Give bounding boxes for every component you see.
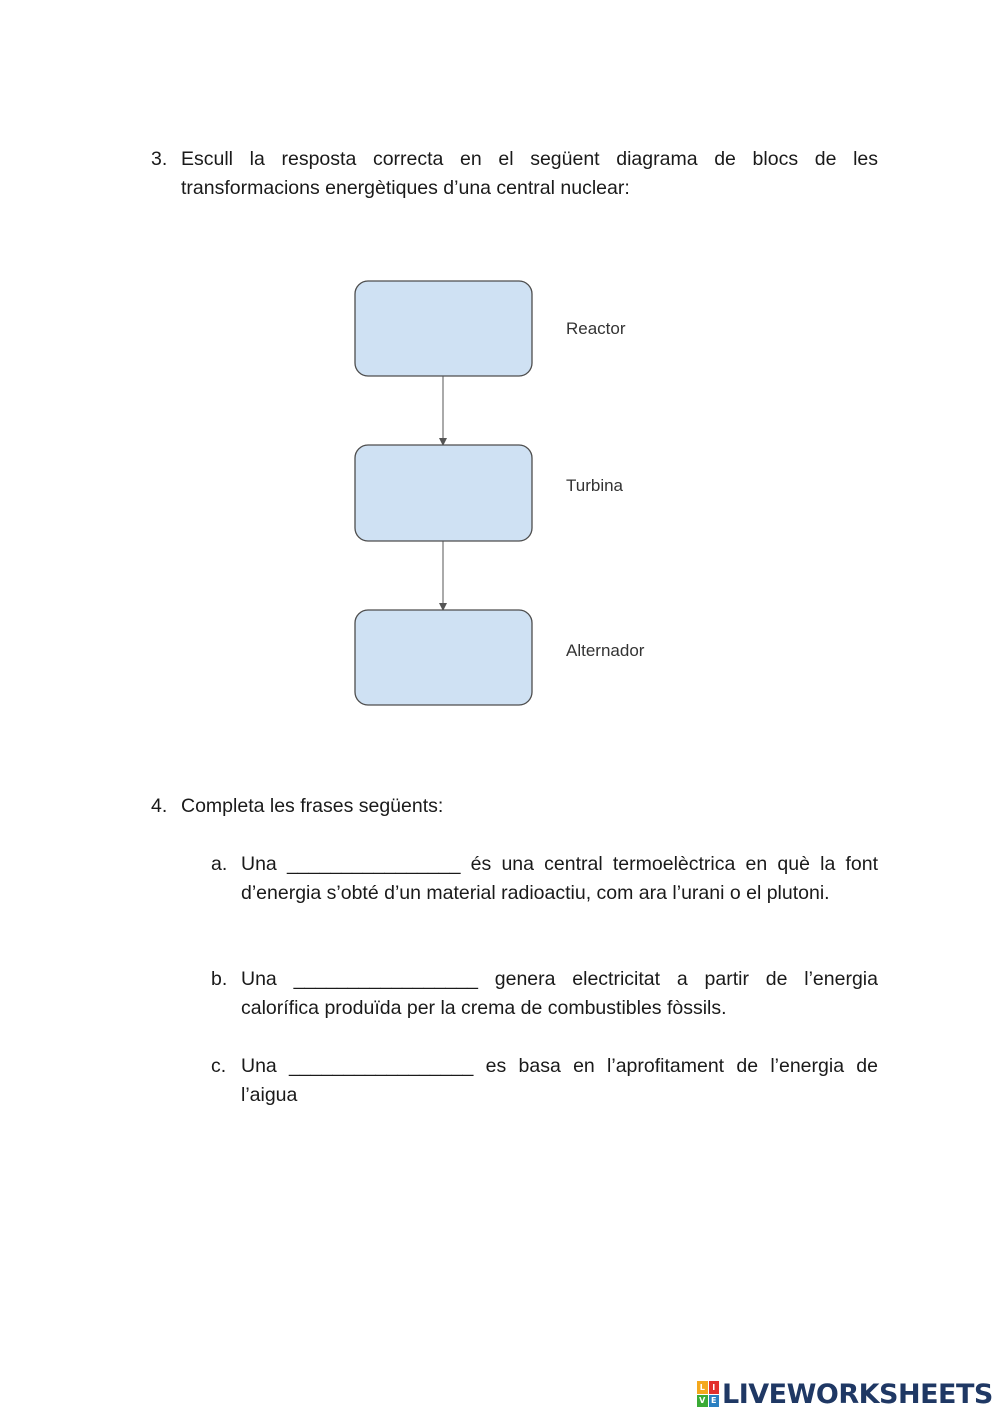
question-4 — [151, 792, 878, 821]
sentence-text: Una _________________ es basa en l’aprofitament de l’energia de l’aigua — [241, 1055, 878, 1106]
sentence-b — [211, 965, 878, 1023]
question-number: 4. — [151, 795, 168, 817]
block-label-turbina: Turbina — [566, 476, 624, 495]
block-reactor[interactable] — [355, 281, 532, 376]
block-alternador[interactable] — [355, 610, 532, 705]
sentence-a — [211, 850, 878, 908]
question-text: Completa les frases següents: — [181, 795, 444, 817]
item-letter: a. — [211, 853, 228, 875]
liveworksheets-logo — [697, 1377, 993, 1411]
item-letter: b. — [211, 968, 228, 990]
block-label-reactor: Reactor — [566, 319, 626, 338]
question-text: Escull la resposta correcta en el següent diagrama de blocs de les transformacions energètiques d’una central nuclear: — [181, 148, 878, 199]
sentence-text: Una _________________ genera electricitat a partir de l’energia calorífica produïda per la crema de combustibles fòssils. — [241, 968, 878, 1019]
item-letter: c. — [211, 1055, 227, 1077]
logo-mark-icon: L I V E — [697, 1381, 719, 1407]
sentence-text: Una ________________ és una central termoelèctrica en què la font d’energia s’obté d’un material radioactiu, com ara l’urani o el plutoni. — [241, 853, 878, 904]
block-label-alternador: Alternador — [566, 641, 645, 660]
logo-text: LIVEWORKSHEETS — [722, 1378, 993, 1410]
question-number: 3. — [151, 148, 168, 170]
sentence-c — [211, 1052, 878, 1110]
block-turbina[interactable] — [355, 445, 532, 541]
